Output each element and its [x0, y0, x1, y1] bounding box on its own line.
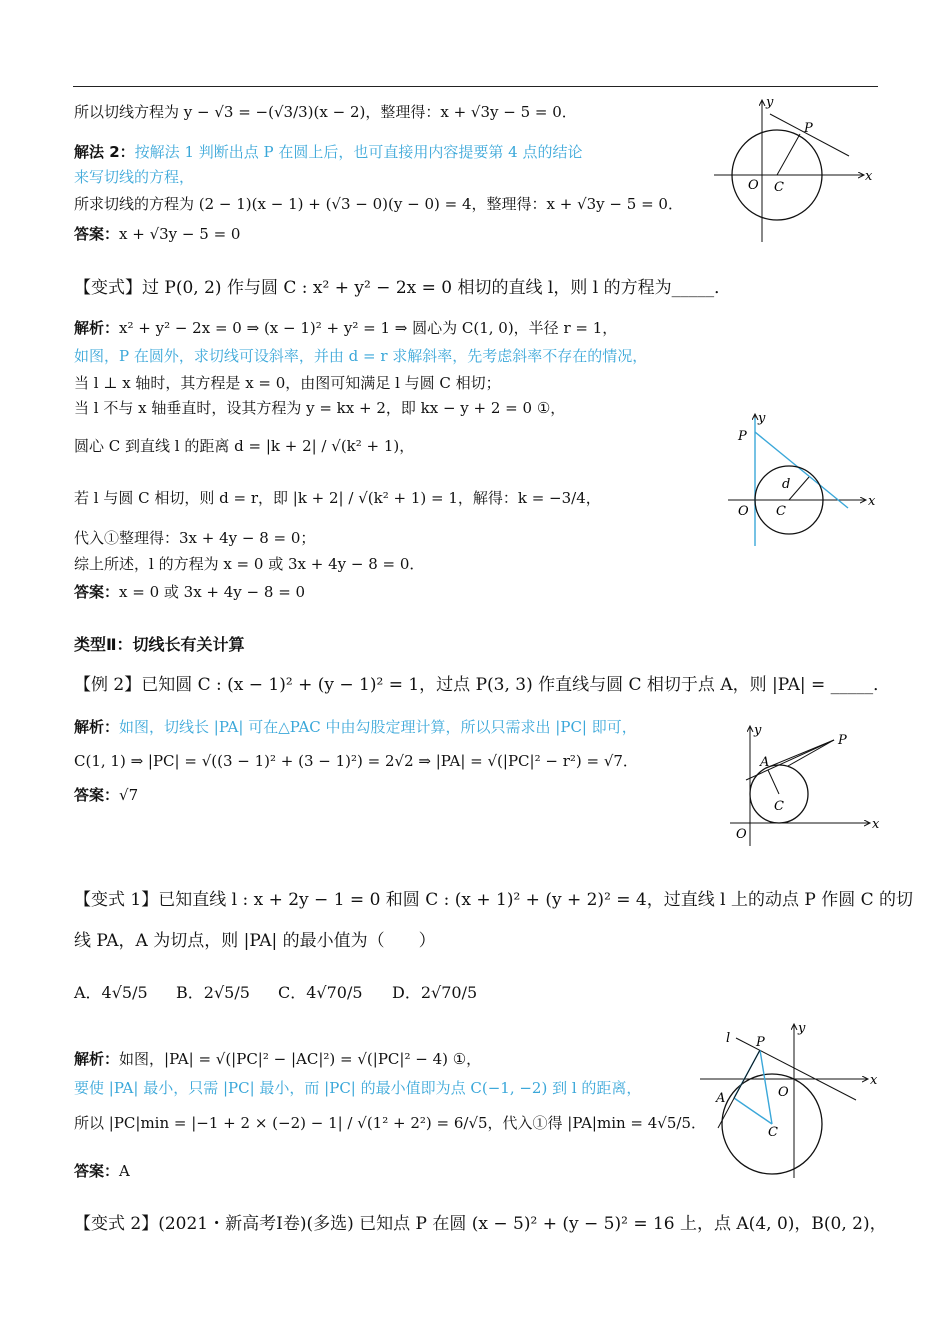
label: 答案： [74, 786, 120, 804]
label: 解析： [74, 718, 120, 736]
hint-text: 如图，切线长 |PA| 可在△PAC 中由勾股定理计算，所以只需求出 |PC| 即可， [119, 718, 637, 736]
origin-label: O [778, 1085, 789, 1100]
y-label: y [798, 1021, 806, 1036]
x-label: x [872, 817, 880, 832]
label: 答案： [74, 1162, 120, 1180]
label: 解析： [74, 1050, 120, 1068]
answer: A [119, 1162, 130, 1180]
origin-label: O [738, 504, 749, 519]
figure-circle-tangent-2 [726, 408, 874, 548]
text-line: 当 l 不与 x 轴垂直时，设其方程为 y = kx + 2，即 kx − y + 2 = 0 ①， [74, 399, 566, 417]
origin-label: O [736, 827, 747, 842]
text: 如图，|PA| = √(|PC|² − |AC|²) = √(|PC|² − 4) ①， [119, 1050, 482, 1068]
label: 答案： [74, 225, 120, 243]
option-d[interactable]: D．2√70/5 [392, 983, 478, 1002]
answer: x + √3y − 5 = 0 [119, 225, 241, 243]
x-label: x [870, 1073, 878, 1088]
line-l [736, 1038, 856, 1100]
point-p-label: P [756, 1035, 765, 1050]
y-label: y [758, 411, 766, 426]
point-a-label: A [716, 1091, 726, 1106]
center-label: C [774, 799, 784, 814]
text-line: 若 l 与圆 C 相切，则 d = r，即 |k + 2| / √(k² + 1) = 1，解得：k = −3/4， [74, 489, 601, 507]
radius [777, 134, 800, 175]
variant-question: 线 PA，A 为切点，则 |PA| 的最小值为（ ） [74, 931, 436, 951]
label: 答案： [74, 583, 120, 601]
variant-question: 【变式 2】(2021・新高考Ⅰ卷)(多选) 已知点 P 在圆 (x − 5)² + (y − 5)² = 16 上，点 A(4, 0)，B(0, 2)， [74, 1214, 887, 1234]
text-line: 圆心 C 到直线 l 的距离 d = |k + 2| / √(k² + 1)， [74, 437, 415, 455]
figure-tangent-length [726, 720, 880, 850]
radius-ca [768, 770, 779, 794]
answer-line [74, 1160, 130, 1182]
segment-pc [760, 1050, 772, 1124]
text-line: 所以 |PC|min = |−1 + 2 × (−2) − 1| / √(1² + 2²) = 6/√5，代入①得 |PA|min = 4√5/5． [74, 1114, 706, 1132]
figure-min-tangent [696, 1018, 878, 1180]
origin-label: O [748, 178, 759, 193]
distance-d [789, 477, 809, 500]
tangent-line [755, 432, 848, 508]
point-p-label: P [804, 121, 813, 136]
y-label: y [766, 95, 774, 110]
analysis-line [74, 716, 637, 738]
section-title: 类型Ⅱ：切线长有关计算 [74, 635, 245, 654]
text-line: 当 l ⊥ x 轴时，其方程是 x = 0，由图可知满足 l 与圆 C 相切； [74, 374, 501, 392]
hint-text: 如图，P 在圆外，求切线可设斜率，并由 d = r 求解斜率，先考虑斜率不存在的情况， [74, 347, 648, 365]
solution-2-line [74, 141, 582, 163]
answer: √7 [119, 786, 139, 804]
point-a-label: A [760, 755, 770, 770]
center-label: C [768, 1125, 778, 1140]
y-label: y [754, 723, 762, 738]
option-a[interactable]: A．4√5/5 [74, 983, 148, 1002]
text-line: 所以切线方程为 y − √3 = −(√3/3)(x − 2)，整理得：x + √3y − 5 = 0． [74, 103, 577, 121]
header-rule [73, 86, 878, 87]
hint-text: 来写切线的方程， [74, 168, 195, 186]
label: 解析： [74, 319, 120, 337]
line-l-label: l [726, 1031, 731, 1046]
x-label: x [868, 494, 876, 509]
option-c[interactable]: C．4√70/5 [278, 983, 363, 1002]
analysis-line [74, 317, 617, 339]
tangent-ext [718, 1050, 760, 1128]
answer: x = 0 或 3x + 4y − 8 = 0 [119, 583, 306, 601]
hint-text: 要使 |PA| 最小，只需 |PC| 最小，而 |PC| 的最小值即为点 C(−1, −2) 到 l 的距离， [74, 1079, 642, 1097]
text-line: 综上所述，l 的方程为 x = 0 或 3x + 4y − 8 = 0． [74, 555, 425, 573]
option-b[interactable]: B．2√5/5 [176, 983, 250, 1002]
answer-line [74, 223, 240, 245]
tangent-2 [788, 740, 834, 766]
point-p-label: P [838, 733, 847, 748]
hint-text: 按解法 1 判断出点 P 在圆上后，也可直接用内容提要第 4 点的结论 [134, 143, 583, 161]
variant-question: 【变式 1】已知直线 l : x + 2y − 1 = 0 和圆 C : (x + 1)² + (y + 2)² = 4，过直线 l 上的动点 P 作圆 C 的切 [74, 890, 914, 910]
answer-line [74, 784, 138, 806]
text: x² + y² − 2x = 0 ⇒ (x − 1)² + y² = 1 ⇒ 圆心为 C(1, 0)，半径 r = 1， [119, 319, 618, 337]
answer-line [74, 581, 305, 603]
point-p-label: P [738, 429, 747, 444]
label: 解法 2： [74, 143, 135, 161]
x-label: x [865, 169, 873, 184]
example-question: 【例 2】已知圆 C : (x − 1)² + (y − 1)² = 1，过点 P(3, 3) 作直线与圆 C 相切于点 A，则 |PA| = _____． [74, 675, 891, 695]
figure-circle-tangent-1 [712, 94, 872, 246]
d-label: d [782, 477, 791, 492]
radius-ac [734, 1098, 772, 1124]
center-label: C [776, 504, 786, 519]
text-line: C(1, 1) ⇒ |PC| = √((3 − 1)² + (3 − 1)²) = 2√2 ⇒ |PA| = √(|PC|² − r²) = √7． [74, 752, 638, 770]
text-line: 所求切线的方程为 (2 − 1)(x − 1) + (√3 − 0)(y − 0) = 4，整理得：x + √3y − 5 = 0． [74, 195, 683, 213]
center-label: C [774, 180, 784, 195]
analysis-line [74, 1048, 481, 1070]
text-line: 代入①整理得：3x + 4y − 8 = 0； [74, 529, 316, 547]
variant-question: 【变式】过 P(0, 2) 作与圆 C : x² + y² − 2x = 0 相切的直线 l，则 l 的方程为_____． [74, 278, 732, 298]
